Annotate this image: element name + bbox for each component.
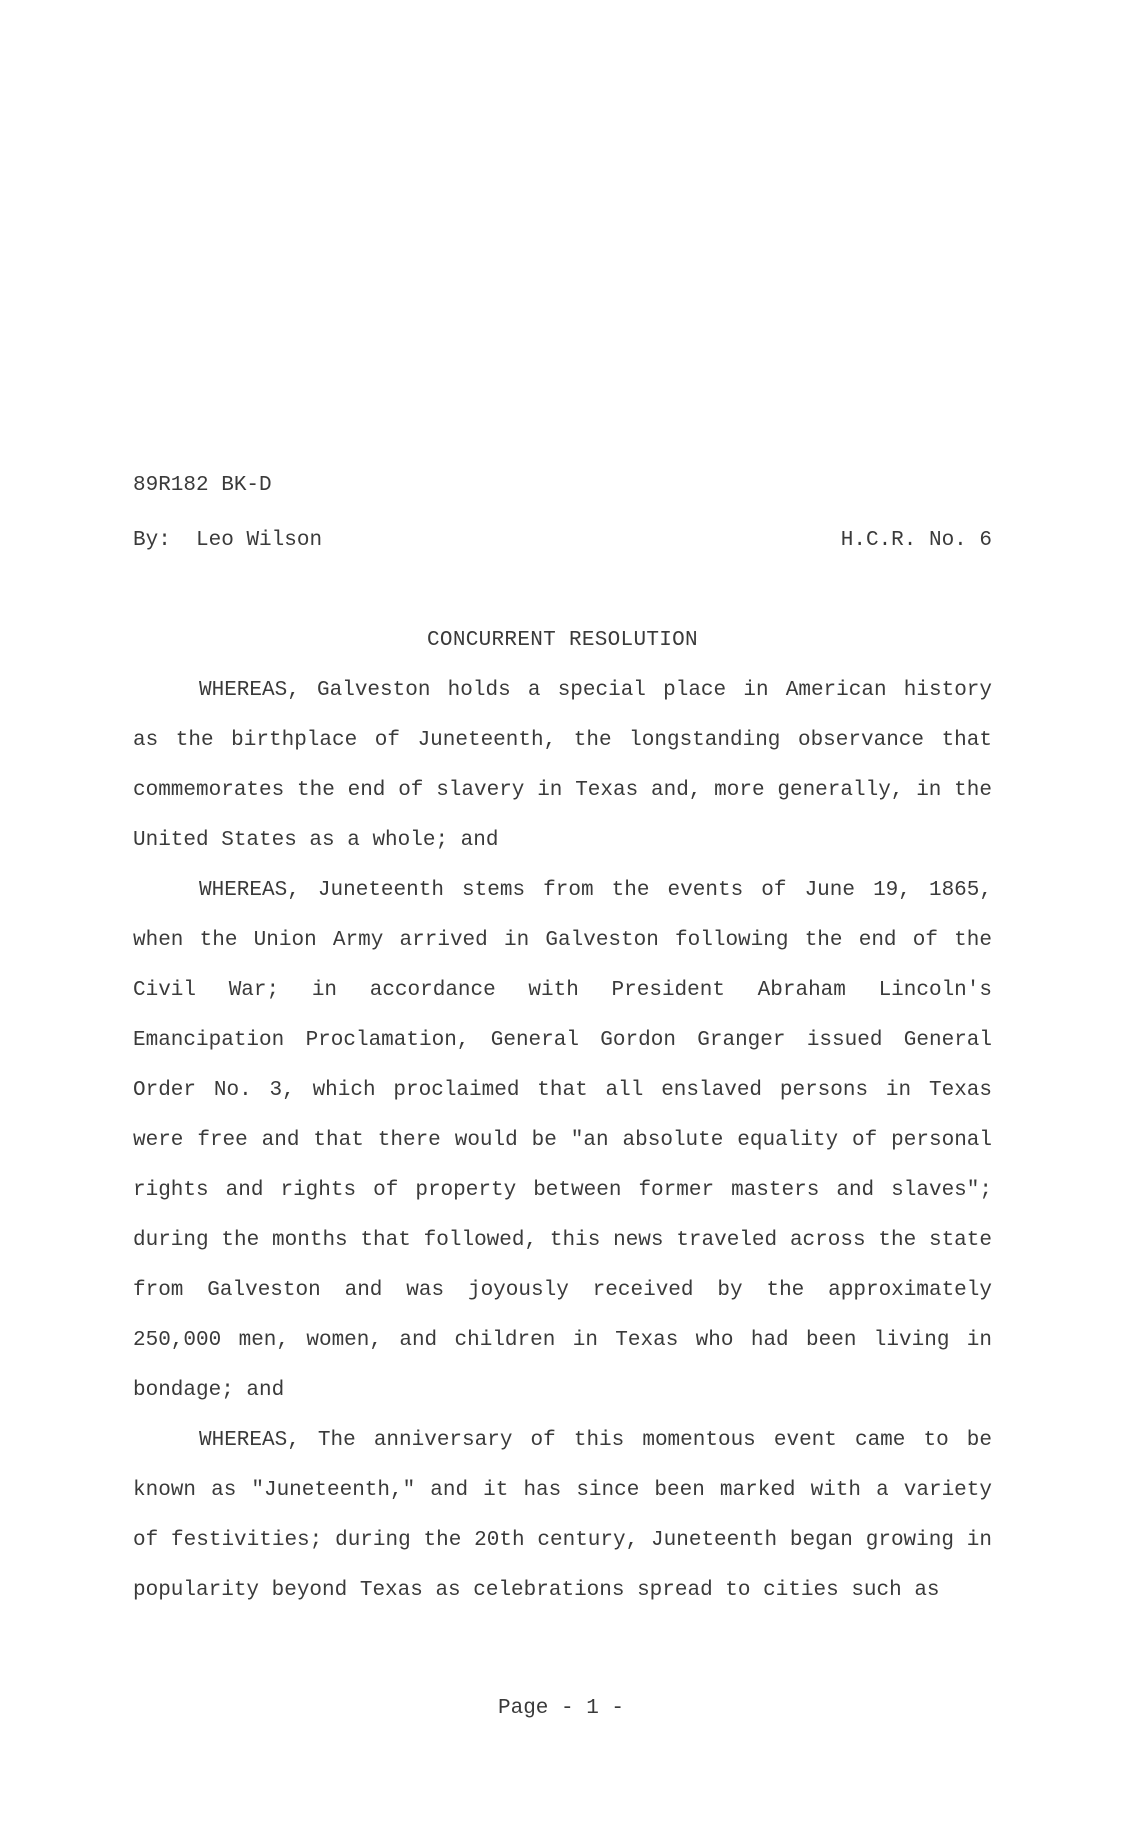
author-line xyxy=(133,527,992,555)
bill-number: H.C.R. No. 6 xyxy=(840,529,992,552)
author-name: Leo Wilson xyxy=(196,529,323,552)
whereas-paragraph: WHEREAS, Galveston holds a special place in American history as the birthplace of Juneteenth, the longstanding observance that commemorates the end of slavery in Texas and, more generally, in the United States as a whole; and xyxy=(133,679,992,852)
by-label: By: xyxy=(133,529,171,552)
author-block xyxy=(133,527,322,555)
document-id: 89R182 BK-D xyxy=(133,474,272,497)
resolution-title: CONCURRENT RESOLUTION xyxy=(427,629,698,652)
whereas-paragraph: WHEREAS, The anniversary of this momentous event came to be known as "Juneteenth," and it has since been marked with a variety of festivities; during the 20th century, Juneteenth began growing in popularity beyond Texas as celebrations spread to cities such as xyxy=(133,1429,992,1602)
resolution-body xyxy=(133,666,992,1616)
page-number: Page - 1 - xyxy=(497,1697,625,1720)
whereas-paragraph: WHEREAS, Juneteenth stems from the events of June 19, 1865, when the Union Army arrived in Galveston following the end of the Civil War; in accordance with President Abraham Lincoln's Emancipation Proclamation, General Gordon Granger issued General Order No. 3, which proclaimed that all enslaved persons in Texas were free and that there would be "an absolute equality of personal rights and rights of property between former masters and slaves"; during the months that followed, this news traveled across the state from Galveston and was joyously received by the approximately 250,000 men, women, and children in Texas who had been living in bondage; and xyxy=(133,879,992,1402)
